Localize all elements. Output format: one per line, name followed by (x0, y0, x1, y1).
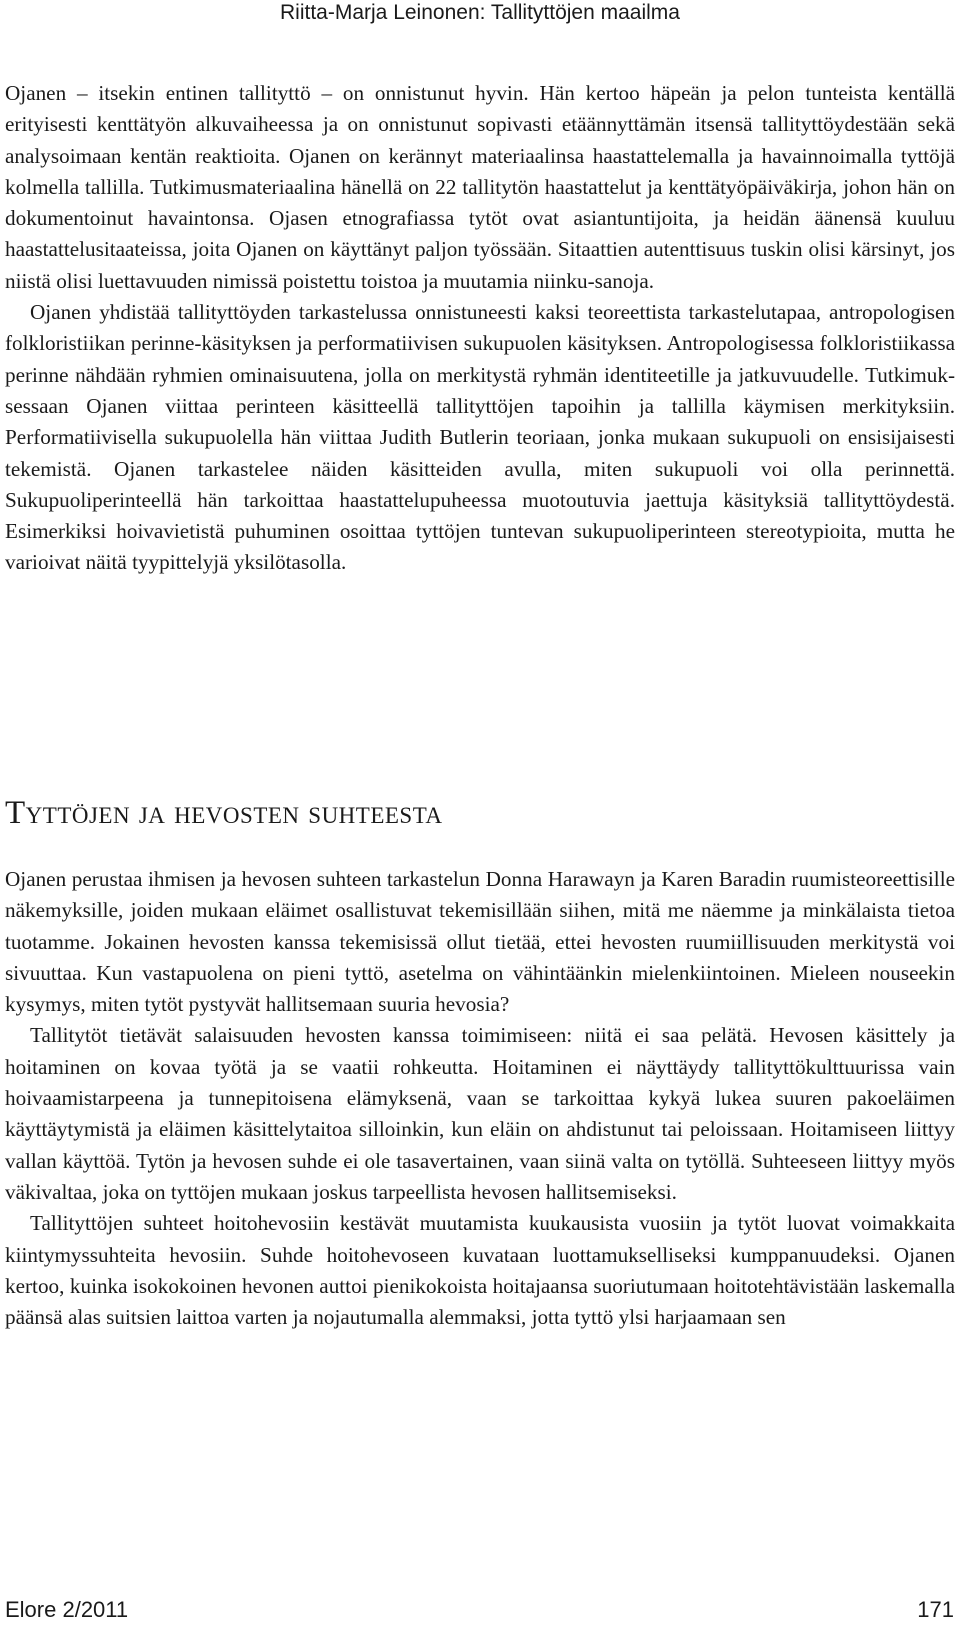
section-heading: Tyttöjen ja hevosten suhteesta (5, 795, 443, 831)
paragraph-stable-girls-secret: Tallitytöt tietävät salaisuuden hevosten kanssa toimimiseen: niitä ei saa pelätä. Hevosen käsittely ja hoitaminen on kovaa työtä ja se vaatii rohkeutta. Hoitaminen ei näyttäydy tallityttökulttuurissa vain hoivaamistarpeena ja tunnepitoisena elämyksenä, vaan se tarkoittaa kykyä lukea suuren pakoeläimen käyttäytymistä ja eläimen käsittelytaitoa silloinkin, kun eläin on ahdistunut tai peloissaan. Hoitamiseen liittyy vallan käyttöä. Tytön ja hevosen suhde ei ole tasavertainen, vaan siinä valta on tytöllä. Suhteeseen liittyy myös väkivaltaa, joka on tyttöjen mukaan joskus tarpeellista hevosen hallitsemiseksi. (5, 1023, 955, 1204)
running-header: Riitta-Marja Leinonen: Tallityttöjen maailma (280, 1, 680, 24)
paragraph-theoretical-approach: Ojanen yhdistää tallityttöyden tarkastelussa onnistuneesti kaksi teoreettista tarkastelutapaa, antropologisen folkloristiikan perinne-käsityksen ja performatiivisen sukupuolen käsityksen. Antropologisessa folkloristiikassa perinne nähdään ryhmien ominaisuutena, jolla on merkitystä ryhmän identiteetille ja jatkuvuudelle. Tutkimuksessaan Ojanen viittaa perinteen käsitteellä tallityttöjen tapoihin ja tallilla käymisen merkityksiin. Performatiivisella sukupuolella hän viittaa Judith Butlerin teoriaan, jonka mukaan sukupuoli on ensisijaisesti tekemistä. Ojanen tarkastelee näiden käsitteiden avulla, miten sukupuoli voi olla perinnettä. Sukupuoliperinteellä hän tarkoittaa haastattelupuheessa muotoutuvia jaettuja käsityksiä tallityttöydestä. Esimerkiksi hoivavietistä puhuminen osoittaa tyttöjen tuntevan sukupuoliperinteen stereotypioita, mutta he varioivat näitä tyypittelyjä yksilötasolla. (5, 300, 955, 575)
footer-page-number: 171 (917, 1597, 954, 1622)
footer-journal-issue: Elore 2/2011 (5, 1597, 129, 1622)
paragraph-care-horse-relationship: Tallityttöjen suhteet hoitohevosiin kestävät muutamista kuukausista vuosiin ja tytöt luovat voimakkaita kiintymyssuhteita hevosiin. Suhde hoitohevoseen kuvataan luottamukselliseksi kumppanuudeksi. Ojanen kertoo, kuinka isokokoinen hevonen auttoi pienikokoista hoitajaansa suoriutumaan hoitotehtävistään laskemalla päänsä alas suitsien laittoa varten ja nojautumalla alemmaksi, jotta tyttö ylsi harjaamaan sen (5, 1211, 955, 1330)
body-text-section-2 (5, 864, 955, 1333)
body-text-section-1 (5, 78, 955, 579)
paragraph-human-horse-relation: Ojanen perustaa ihmisen ja hevosen suhteen tarkastelun Donna Harawayn ja Karen Baradin ruumisteoreettisille näkemyksille, joiden mukaan eläimet osallistuvat tekemisillään siihen, mitä me näemme ja minkälaista tietoa tuotamme. Jokainen hevosten kanssa tekemisissä ollut tietää, ettei hevosten ruumiillisuuden merkitystä voi sivuuttaa. Kun vastapuolena on pieni tyttö, asetelma on vähintäänkin mielenkiintoinen. Mieleen nouseekin kysymys, miten tytöt pystyvät hallitsemaan suuria hevosia? (5, 867, 955, 1017)
paragraph-ojanen-fieldwork: Ojanen – itsekin entinen tallityttö – on onnistunut hyvin. Hän kertoo häpeän ja pelon tunteista kentällä erityisesti kenttätyön alkuvaiheessa ja on onnistunut sopivasti etäännyttämän itsensä tallityttöydestään sekä analysoimaan kentän reaktioita. Ojanen on kerännyt materiaalinsa haastattelemalla ja havainnoimalla tyttöjä kolmella tallilla. Tutkimusmateriaalina hänellä on 22 tallitytön haastattelut ja kenttätyöpäiväkirja, johon hän on dokumentoinut havaintonsa. Ojasen etnografiassa tytöt ovat asiantuntijoita, ja heidän äänensä kuuluu haastattelusitaateissa, joita Ojanen on käyttänyt paljon työssään. Sitaattien autenttisuus tuskin olisi kärsinyt, jos niistä olisi luettavuuden nimissä poistettu toistoa ja muutamia niinku-sanoja. (5, 81, 955, 293)
